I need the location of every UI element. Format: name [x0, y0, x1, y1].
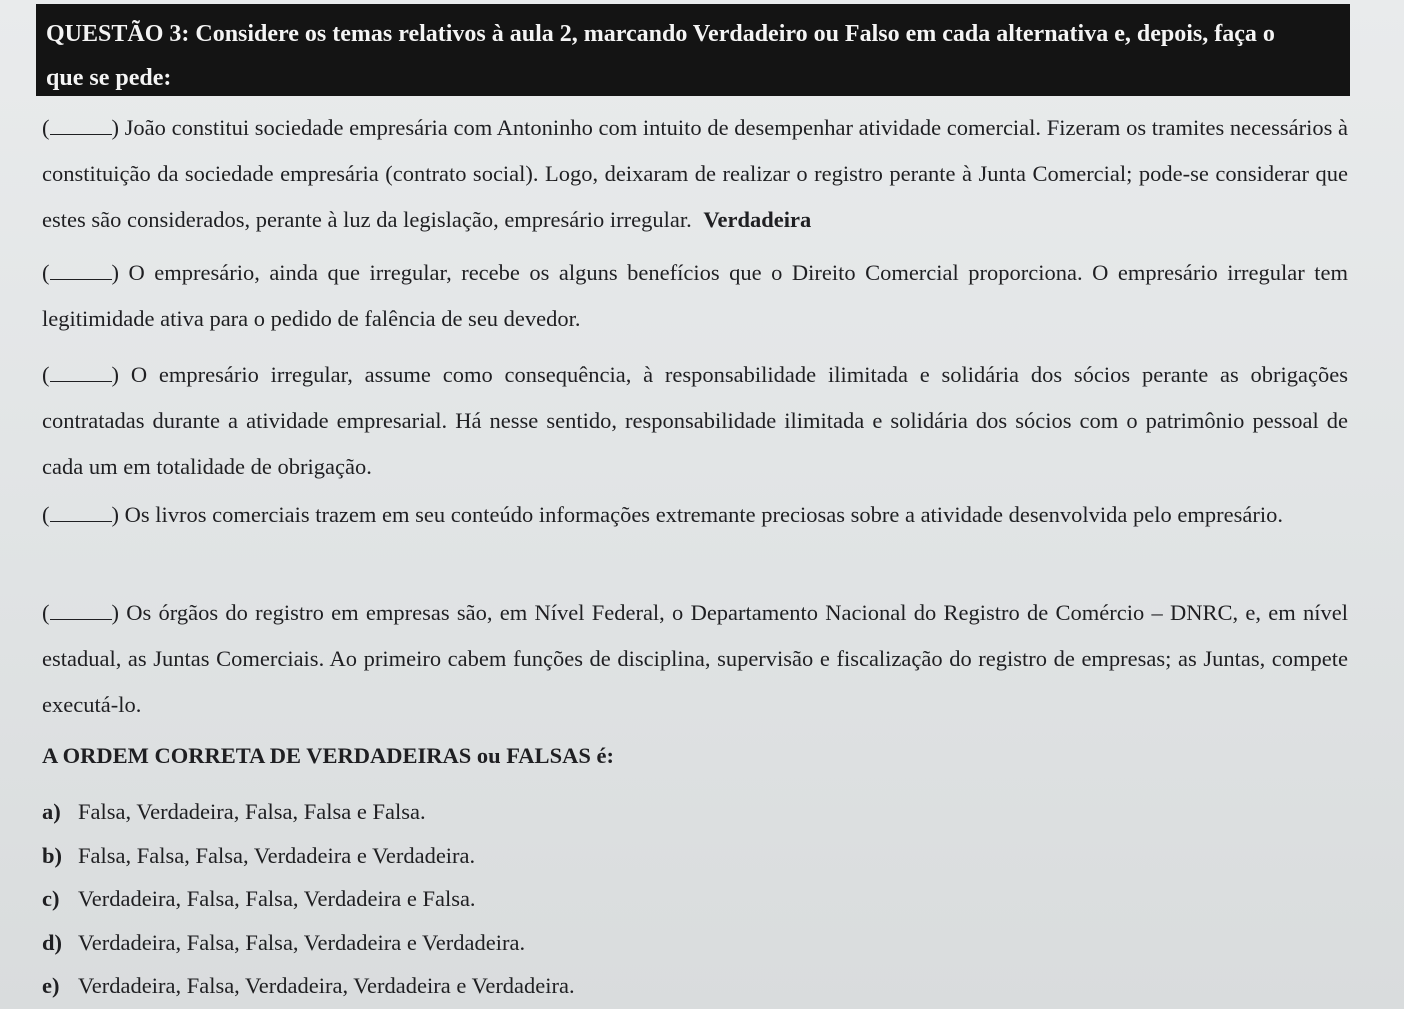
option-text: Falsa, Falsa, Falsa, Verdadeira e Verdadeira. [78, 842, 476, 868]
answer-blank[interactable] [42, 590, 119, 636]
statement-text: O empresário, ainda que irregular, recebe os alguns benefícios que o Direito Comercial proporciona. O empresário irregular tem legitimidade ativa para o pedido de falência de seu devedor. [42, 260, 1348, 331]
blank-open-paren: ( [42, 115, 50, 140]
answer-blank[interactable] [42, 352, 119, 398]
statement-text: O empresário irregular, assume como consequência, à responsabilidade ilimitada e solidária dos sócios perante as obrigações contratadas durante a atividade empresarial. Há nesse sentido, responsabilidade ilimitada e solidária dos sócios com o patrimônio pessoal de cada um em totalidade de obrigação. [42, 362, 1349, 479]
answer-options [42, 790, 575, 1008]
question-header-line-1: QUESTÃO 3: Considere os temas relativos à aula 2, marcando Verdadeiro ou Falso em cada alternativa e, depois, faça o [46, 21, 1275, 47]
option-letter: a) [42, 799, 61, 824]
option-text: Verdadeira, Falsa, Falsa, Verdadeira e Falsa. [78, 886, 476, 911]
statement-1 [42, 105, 1348, 243]
option-letter: e) [42, 973, 60, 998]
answer-prompt: A ORDEM CORRETA DE VERDADEIRAS ou FALSAS é: [42, 743, 614, 768]
option-text: Falsa, Verdadeira, Falsa, Falsa e Falsa. [78, 799, 426, 824]
option-e[interactable] [42, 964, 575, 1008]
blank-close-paren: ) [111, 115, 119, 140]
blank-close-paren: ) [111, 502, 119, 527]
answer-blank[interactable] [42, 105, 119, 151]
blank-open-paren: ( [42, 502, 50, 527]
option-b[interactable] [42, 834, 575, 878]
statement-text: João constitui sociedade empresária com Antoninho com intuito de desempenhar atividade comercial. Fizeram os tramites necessários à constituição da sociedade empresária (contrato social). Logo, deixaram de realizar o registro perante à Junta Comercial; pode-se considerar que estes são considerados, perante à luz da legislação, empresário irregular. [42, 115, 1349, 232]
statement-text: Os livros comerciais trazem em seu conteúdo informações extremante preciosas sobre a atividade desenvolvida pelo empresário. [124, 502, 1283, 527]
handwritten-answer: Verdadeira [703, 207, 812, 232]
statement-text: Os órgãos do registro em empresas são, em Nível Federal, o Departamento Nacional do Registro de Comércio – DNRC, e, em nível estadual, as Juntas Comerciais. Ao primeiro cabem funções de disciplina, supervisão e fiscalização do registro de empresas; as Juntas, compete executá-lo. [42, 600, 1348, 717]
blank-close-paren: ) [111, 600, 119, 625]
statement-4 [42, 492, 1348, 538]
option-a[interactable] [42, 790, 575, 834]
option-letter: b) [42, 842, 63, 868]
statement-3 [42, 352, 1348, 490]
statement-5 [42, 590, 1348, 728]
blank-open-paren: ( [42, 600, 50, 625]
option-letter: d) [42, 929, 63, 955]
statement-2 [42, 250, 1348, 342]
question-header-line-2: que se pede: [46, 65, 172, 91]
option-text: Verdadeira, Falsa, Verdadeira, Verdadeira e Verdadeira. [78, 973, 575, 998]
blank-close-paren: ) [111, 260, 119, 285]
blank-open-paren: ( [42, 362, 50, 387]
answer-blank[interactable] [42, 492, 119, 538]
option-letter: c) [42, 886, 60, 911]
blank-open-paren: ( [42, 260, 50, 285]
option-c[interactable] [42, 877, 575, 921]
answer-blank[interactable] [42, 250, 119, 296]
question-header [36, 4, 1350, 96]
blank-close-paren: ) [111, 362, 119, 387]
option-d[interactable] [42, 921, 575, 965]
option-text: Verdadeira, Falsa, Falsa, Verdadeira e Verdadeira. [78, 929, 526, 955]
